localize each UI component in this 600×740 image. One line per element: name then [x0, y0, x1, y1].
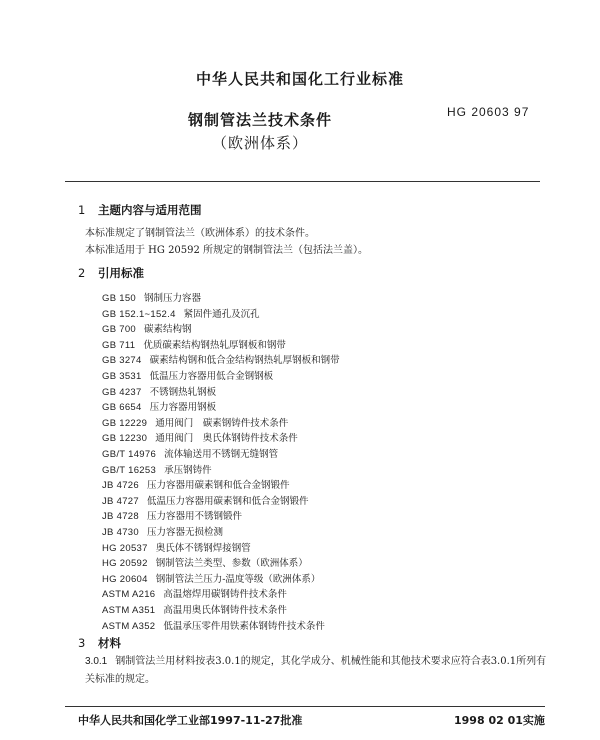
- reference-item: [102, 586, 287, 600]
- clause-3-0-1: [85, 653, 555, 689]
- reference-title: 高温熔焊用碳钢铸件技术条件: [163, 589, 287, 601]
- reference-title: 低温承压零件用铁素体钢铸件技术条件: [163, 620, 325, 632]
- reference-item: [102, 337, 286, 351]
- reference-title: 通用阀门 奥氏体钢铸件技术条件: [155, 433, 298, 445]
- reference-title: 通用阀门 碳素钢铸件技术条件: [155, 417, 289, 429]
- reference-item: [102, 540, 251, 554]
- reference-code: GB/T 14976: [102, 449, 157, 460]
- reference-item: [102, 477, 289, 491]
- reference-item: [102, 524, 223, 538]
- reference-code: JB 4728: [102, 511, 139, 523]
- reference-item: [102, 508, 242, 522]
- reference-item: [102, 290, 201, 304]
- standard-code: HG 20603 97: [447, 105, 530, 119]
- header-rule: [65, 181, 540, 182]
- reference-code: JB 4726: [102, 480, 139, 492]
- reference-title: 低温压力容器用碳素钢和低合金钢锻件: [146, 495, 309, 507]
- reference-code: GB 150: [102, 293, 137, 304]
- reference-title: 低温压力容器用低合金钢钢板: [149, 371, 274, 382]
- reference-code: GB 700: [102, 324, 137, 336]
- reference-title: 碳素结构钢: [144, 324, 192, 336]
- section-1-number: 1: [78, 203, 86, 217]
- reference-item: [102, 571, 320, 585]
- reference-code: HG 20604: [102, 573, 148, 585]
- section-3-title: 材料: [98, 636, 122, 650]
- reference-code: GB 3274: [102, 355, 142, 367]
- industry-standard-heading: 中华人民共和国化工行业标准: [195, 70, 404, 88]
- reference-code: HG 20592: [102, 558, 148, 570]
- reference-item: [102, 306, 260, 320]
- reference-title: 不锈钢热轧钢板: [149, 386, 217, 398]
- reference-title: 奥氏体不锈钢焊接钢管: [155, 542, 251, 554]
- reference-code: ASTM A351: [102, 605, 156, 616]
- reference-code: ASTM A216: [102, 589, 156, 601]
- reference-code: GB 4237: [102, 386, 142, 398]
- reference-code: JB 4730: [102, 527, 139, 538]
- reference-code: GB 12230: [102, 433, 148, 445]
- reference-item: [102, 555, 308, 569]
- document-subtitle: （欧洲体系）: [211, 134, 308, 152]
- reference-code: HG 20537: [102, 542, 148, 554]
- reference-code: GB 3531: [102, 371, 142, 382]
- section-2-title: 引用标准: [98, 266, 145, 280]
- approval-line: 中华人民共和国化学工业部1997-11-27批准: [78, 714, 303, 727]
- document-title: 钢制管法兰技术条件: [187, 111, 332, 129]
- section-1-paragraph-2: 本标准适用于 HG 20592 所规定的钢制管法兰（包括法兰盖）。: [85, 245, 369, 256]
- section-2-number: 2: [78, 266, 86, 280]
- reference-title: 压力容器无损检测: [146, 527, 223, 538]
- reference-code: GB/T 16253: [102, 464, 157, 476]
- section-1-title: 主题内容与适用范围: [98, 203, 202, 217]
- reference-item: [102, 602, 287, 616]
- reference-code: ASTM A352: [102, 620, 156, 632]
- reference-title: 紧固件通孔及沉孔: [183, 308, 260, 320]
- reference-item: [102, 321, 192, 335]
- section-1-heading: [78, 202, 202, 218]
- section-2-heading: [78, 265, 144, 281]
- reference-item: [102, 415, 288, 429]
- section-3-number: 3: [78, 636, 86, 650]
- implementation-date: 1998 02 01实施: [454, 714, 545, 727]
- reference-title: 压力容器用碳素钢和低合金钢锻件: [146, 480, 290, 492]
- reference-item: [102, 493, 308, 507]
- reference-title: 流体输送用不锈钢无缝钢管: [164, 449, 279, 460]
- reference-title: 压力容器用钢板: [149, 402, 217, 414]
- reference-item: [102, 368, 273, 382]
- reference-item: [102, 430, 298, 444]
- reference-title: 碳素结构钢和低合金结构钢热轧厚钢板和钢带: [149, 355, 340, 367]
- reference-title: 钢制管法兰类型、参数（欧洲体系）: [155, 558, 308, 570]
- reference-item: [102, 352, 340, 366]
- reference-item: [102, 446, 278, 460]
- reference-code: GB 711: [102, 339, 136, 351]
- reference-item: [102, 384, 216, 398]
- reference-title: 高温用奥氏体钢铸件技术条件: [163, 605, 287, 616]
- reference-code: GB 12229: [102, 417, 148, 429]
- reference-item: [102, 399, 216, 413]
- reference-title: 压力容器用不锈钢锻件: [146, 511, 242, 523]
- reference-code: GB 6654: [102, 402, 142, 414]
- reference-code: GB 152.1~152.4: [102, 308, 176, 320]
- footer-rule: [65, 706, 545, 707]
- reference-title: 优质碳素结构钢热轧厚钢板和钢带: [143, 339, 286, 351]
- reference-item: [102, 462, 212, 476]
- reference-title: 钢制压力容器: [144, 293, 202, 304]
- clause-number: 3.0.1: [85, 656, 108, 667]
- section-1-paragraph-1: 本标准规定了钢制管法兰（欧洲体系）的技术条件。: [85, 228, 315, 239]
- reference-item: [102, 618, 325, 632]
- reference-code: JB 4727: [102, 495, 139, 507]
- reference-title: 钢制管法兰压力-温度等级（欧洲体系）: [155, 573, 321, 585]
- section-3-heading: [78, 635, 121, 651]
- clause-text: 钢制管法兰用材料按表3.0.1的规定，其化学成分、机械性能和其他技术要求应符合表3.0.1所列有关标准的规定。: [85, 656, 547, 685]
- reference-title: 承压钢铸件: [164, 464, 212, 476]
